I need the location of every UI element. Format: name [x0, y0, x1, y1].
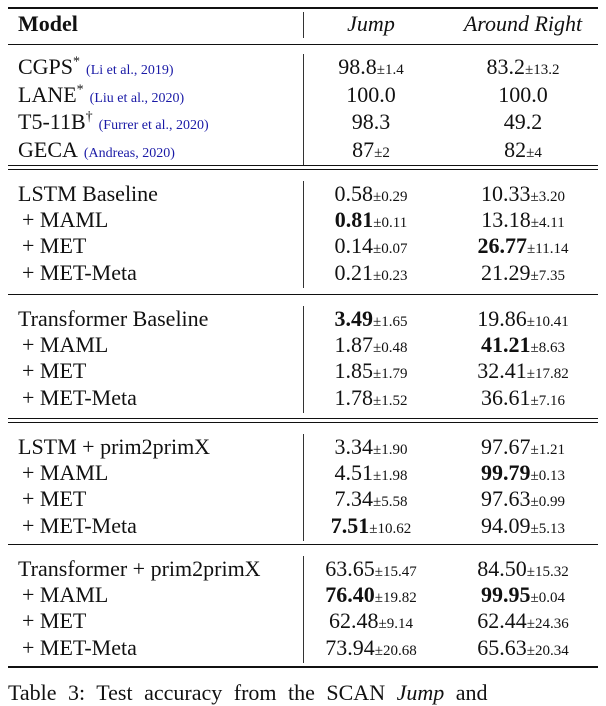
value: 1.78: [334, 384, 373, 410]
around-right-cell: [440, 582, 606, 611]
value: 32.41: [477, 358, 527, 384]
jump-cell: [303, 582, 439, 611]
value: 98.8: [338, 54, 377, 79]
std-dev: ±19.82: [374, 590, 417, 607]
footnote-mark: *: [73, 54, 81, 70]
std-dev: ±4: [526, 144, 542, 161]
value: 7.34: [334, 486, 373, 512]
around-right-cell: [440, 358, 606, 387]
value: 1.87: [334, 332, 373, 358]
value: 76.40: [325, 582, 375, 608]
value: 97.67: [481, 434, 531, 459]
rule: [8, 165, 598, 166]
column-divider: [303, 306, 304, 413]
value: 82: [504, 136, 527, 162]
value: 21.29: [481, 259, 531, 285]
value: 41.21: [481, 332, 531, 358]
column-divider: [303, 12, 304, 38]
model-name: [18, 109, 209, 139]
rule: [8, 544, 598, 545]
header-rule: [8, 44, 598, 45]
model-name: + MAML: [22, 207, 109, 233]
value: 0.14: [334, 233, 373, 259]
jump-cell: [303, 109, 439, 138]
value: 87: [352, 136, 375, 162]
citation-link[interactable]: (Liu et al., 2020): [89, 90, 185, 106]
around-right-cell: [440, 181, 606, 210]
model-label: GECA: [18, 136, 78, 162]
model-name: + MAML: [22, 332, 109, 358]
around-right-cell: [440, 460, 606, 489]
std-dev: ±15.47: [374, 564, 417, 580]
std-dev: ±8.63: [530, 340, 565, 357]
value: 99.79: [481, 460, 531, 486]
model-name: + MET-Meta: [22, 259, 137, 285]
value: 10.33: [481, 181, 531, 206]
std-dev: ±1.65: [373, 314, 408, 330]
header-around-right: Around Right: [463, 11, 583, 36]
value: 26.77: [477, 233, 528, 259]
jump-cell: [303, 181, 439, 210]
around-right-cell: [440, 207, 606, 236]
value: 97.63: [481, 486, 531, 512]
top-rule: [8, 7, 598, 9]
value: 73.94: [325, 634, 375, 660]
value: 100.0: [346, 81, 396, 107]
std-dev: ±10.62: [369, 520, 412, 537]
rule: [8, 169, 598, 170]
column-divider: [303, 556, 304, 663]
jump-cell: [303, 332, 439, 361]
jump-cell: [303, 260, 439, 289]
std-dev: ±5.58: [373, 494, 408, 511]
jump-cell: [303, 635, 439, 664]
value: 98.3: [351, 109, 391, 134]
footnote-mark: *: [76, 82, 84, 98]
std-dev: ±10.41: [526, 314, 569, 330]
model-name: + MET-Meta: [22, 384, 137, 410]
around-right-cell: [440, 137, 606, 166]
value: 65.63: [477, 634, 527, 660]
value: 100.0: [498, 81, 548, 107]
around-right-cell: [440, 82, 606, 111]
value: 19.86: [477, 306, 527, 331]
jump-cell: [303, 54, 439, 83]
jump-cell: [303, 358, 439, 387]
std-dev: ±1.4: [376, 62, 404, 78]
around-right-cell: [440, 54, 606, 83]
jump-cell: [303, 233, 439, 262]
std-dev: ±2: [374, 144, 390, 161]
std-dev: ±24.36: [526, 616, 569, 633]
table-caption: Table 3: Test accuracy from the SCAN Jump and: [8, 680, 488, 705]
around-right-cell: [440, 486, 606, 515]
model-name: Transformer + prim2primX: [18, 556, 261, 581]
model-name: + MAML: [22, 582, 109, 608]
jump-cell: [303, 207, 439, 236]
value: 63.65: [325, 556, 375, 581]
value: 62.44: [477, 608, 527, 634]
std-dev: ±0.29: [373, 189, 408, 205]
std-dev: ±0.11: [373, 215, 408, 232]
model-name: [18, 54, 174, 84]
std-dev: ±1.52: [373, 392, 408, 409]
rule: [8, 418, 598, 419]
value: 62.48: [329, 608, 379, 634]
std-dev: ±7.35: [530, 267, 565, 284]
model-name: + MET: [22, 358, 87, 384]
model-label: T5-11B: [18, 109, 86, 134]
value: 7.51: [330, 512, 370, 538]
std-dev: ±0.48: [373, 340, 408, 357]
value: 36.61: [481, 384, 531, 410]
model-label: LANE: [18, 81, 77, 107]
around-right-cell: [440, 306, 606, 335]
around-right-cell: [440, 233, 606, 262]
std-dev: ±15.32: [526, 564, 569, 580]
std-dev: ±0.04: [530, 590, 565, 607]
std-dev: ±0.07: [373, 241, 408, 258]
value: 13.18: [481, 207, 531, 233]
std-dev: ±7.16: [530, 392, 565, 409]
model-name: LSTM Baseline: [18, 181, 158, 206]
citation-link[interactable]: (Furrer et al., 2020): [98, 118, 209, 133]
std-dev: ±0.13: [530, 468, 565, 485]
std-dev: ±11.14: [527, 241, 569, 258]
model-name: + MET-Meta: [22, 634, 137, 660]
citation-link[interactable]: (Andreas, 2020): [83, 145, 175, 161]
std-dev: ±0.23: [373, 267, 408, 284]
citation-link[interactable]: (Li et al., 2019): [86, 63, 174, 78]
model-name: + MET: [22, 233, 87, 259]
around-right-cell: [440, 608, 606, 637]
model-name: LSTM + prim2primX: [18, 434, 211, 459]
value: 49.2: [503, 109, 543, 134]
column-divider: [303, 181, 304, 288]
std-dev: ±1.79: [373, 366, 408, 383]
model-name: [18, 82, 184, 112]
std-dev: ±17.82: [526, 366, 569, 383]
value: 3.34: [334, 434, 373, 459]
std-dev: ±9.14: [378, 616, 413, 633]
jump-cell: [303, 385, 439, 414]
around-right-cell: [440, 332, 606, 361]
std-dev: ±20.34: [526, 642, 569, 659]
rule: [8, 422, 598, 423]
std-dev: ±13.2: [525, 62, 560, 78]
jump-cell: [303, 434, 439, 463]
value: 0.81: [334, 207, 374, 233]
model-name: + MET: [22, 608, 87, 634]
std-dev: ±3.20: [530, 189, 565, 205]
jump-cell: [303, 556, 439, 585]
column-divider: [303, 434, 304, 541]
around-right-cell: [440, 556, 606, 585]
model-name: + MAML: [22, 460, 109, 486]
footnote-mark: †: [85, 109, 93, 125]
value: 83.2: [486, 54, 525, 79]
std-dev: ±1.21: [530, 442, 565, 458]
rule: [8, 666, 598, 668]
jump-cell: [303, 513, 439, 542]
rule: [8, 294, 598, 295]
around-right-cell: [440, 513, 606, 542]
model-name: + MET-Meta: [22, 512, 137, 538]
value: 84.50: [477, 556, 527, 581]
value: 4.51: [334, 460, 373, 486]
around-right-cell: [440, 635, 606, 664]
value: 0.21: [334, 259, 373, 285]
around-right-cell: [440, 434, 606, 463]
around-right-cell: [440, 109, 606, 138]
around-right-cell: [440, 385, 606, 414]
std-dev: ±5.13: [530, 520, 565, 537]
std-dev: ±4.11: [530, 215, 565, 232]
jump-cell: [303, 137, 439, 166]
around-right-cell: [440, 260, 606, 289]
value: 3.49: [334, 306, 373, 331]
column-divider: [303, 54, 304, 166]
jump-cell: [303, 306, 439, 335]
header-jump: Jump: [347, 11, 395, 36]
value: 94.09: [481, 512, 531, 538]
value: 1.85: [334, 358, 373, 384]
std-dev: ±0.99: [530, 494, 565, 511]
model-name: + MET: [22, 486, 87, 512]
header-model: Model: [18, 11, 78, 36]
std-dev: ±1.98: [373, 468, 408, 485]
jump-cell: [303, 486, 439, 515]
value: 99.95: [481, 582, 531, 608]
std-dev: ±1.90: [373, 442, 408, 458]
jump-cell: [303, 460, 439, 489]
jump-cell: [303, 82, 439, 111]
value: 0.58: [334, 181, 373, 206]
model-name: [18, 137, 175, 167]
jump-cell: [303, 608, 439, 637]
model-label: CGPS: [18, 54, 74, 79]
model-name: Transformer Baseline: [18, 306, 209, 331]
std-dev: ±20.68: [374, 642, 417, 659]
